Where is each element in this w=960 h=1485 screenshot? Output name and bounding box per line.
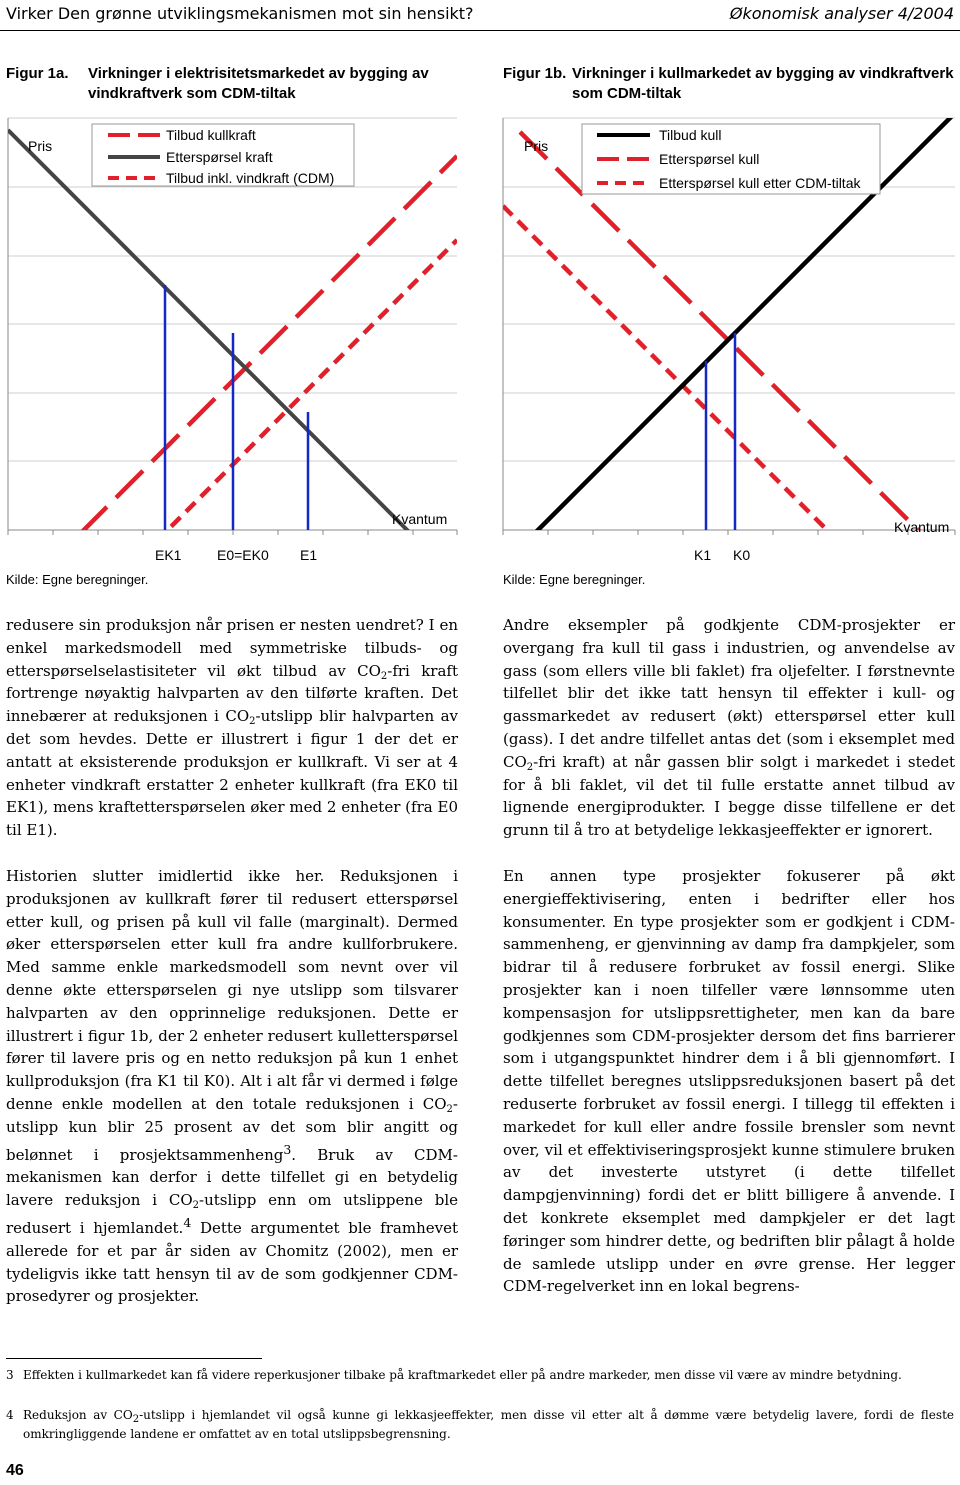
- right-paragraph-2: En annen type prosjekter fokuserer på økt energieffektivisering, enten i bedrifter eller hos konsumenter. En type prosjekter som er godkjent i CDM-sammenheng, er gjenvinning av damp fra dampkjeler, som bidrar til å redusere forbruket av fossil energi. Slike prosjekter kan i noen tilfeller være lønnsomme uten kompensasjon for utslippsrettigheter, men kan da bare godkjennes som CDM-prosjekter dersom det fins barrierer som i utgangspunktet hindrer dem i å bli gjennomført. I dette tilfellet beregnes utslippsreduksjonen basert på det reduserte forbruket av fossil energi. I tillegg til effekten i markedet for kull eller andre fossile brensler som nevnt over, vil et effektiviseringsprosjekt kunne stimulere bruken av det investerte utstyret (i dette tilfellet dampgjenvinning) fordi det er blitt billigere å anvende. I det konkrete eksemplet med dampkjeler er det lagt føringer som hindrer dette, og bedriften blir pålagt å holde de samlede utslipp under en øvre grense. Her legger CDM-regelverket inn en lokal begrens-: [503, 866, 955, 1296]
- chart-1a: [8, 118, 457, 600]
- series-1b-ettersporsel-kull-etter-cdm: [503, 206, 955, 600]
- page-number: 46: [6, 1462, 24, 1479]
- chart-1a-y-label: Pris: [28, 138, 53, 154]
- footnote-ref-3: 3: [283, 1141, 292, 1157]
- figure-1a-label: Figur 1a.: [6, 65, 69, 82]
- chart-1a-x-label: Kvantum: [392, 511, 448, 527]
- chart-1b-x-label: Kvantum: [894, 519, 950, 535]
- figure-charts: [0, 0, 960, 600]
- chart-1b-legend-label-1: Tilbud kull: [659, 127, 722, 143]
- figure-1b-label: Figur 1b.: [503, 65, 567, 82]
- figure-1b-title-line1: Virkninger i kullmarkedet av bygging av vindkraftverk: [572, 65, 954, 82]
- chart-1b-y-label: Pris: [524, 138, 549, 154]
- chart-1a-legend-label-1: Tilbud kullkraft: [166, 127, 256, 143]
- figure-1b-source: Kilde: Egne beregninger.: [503, 572, 646, 587]
- header-journal: Økonomisk analyser 4/2004: [729, 4, 954, 23]
- chart-1b-tick-k0: K0: [733, 547, 751, 563]
- right-paragraph-1: Andre eksempler på godkjente CDM-prosjekter er overgang fra kull til gass i industrien, og anvendelse av gass (som ellers ville bli faklet) fra oljefelter. I førstnevnte tilfellet blir det ikke tatt hensyn til effekter i kull- og gassmarkedet av redusert (økt) etterspørsel etter kull (gass). I det andre tilfellet antas det (som i eksemplet med $CO_2$-fri kraft) at når gassen blir solgt i markedet i stedet for å bli faklet, vil det til fulle erstatte annet tilbud av lignende energiprodukter. I begge disse tilfellene er det grunn til å tro at betydelige lekkasjeeffekter er ignorert.: [503, 616, 955, 840]
- figure-1a-title-line1: Virkninger i elektrisitetsmarkedet av bygging av: [88, 65, 429, 82]
- left-paragraph-1: redusere sin produksjon når prisen er nesten uendret? I en enkel markedsmodell med symmetriske tilbuds- og etterspørselselastisiteter vil økt tilbud av $CO_2$-fri kraft fortrenge nøyaktig halvparten av den tilførte kraften. Det innebærer at reduksjonen i $CO_2$-utslipp blir halvparten av det som hevdes. Dette er illustrert i figur 1 der det er antatt at eksisterende produksjon er kullkraft. Vi ser at 4 enheter vindkraft erstatter 2 enheter kullkraft (fra EK0 til EK1), mens kraftetterspørselen øker med 2 enheter (fra E0 til E1).: [6, 616, 459, 840]
- footnote-3: 3 Effekten i kullmarkedet kan få videre reperkusjoner tilbake på kraftmarkedet eller på andre markeder, men disse vil være av mindre betydning.: [6, 1368, 902, 1382]
- right-column: [503, 614, 955, 1321]
- chart-1a-tick-e0-ek0: E0=EK0: [217, 547, 269, 563]
- left-column: [6, 614, 458, 1331]
- left-paragraph-2: Historien slutter imidlertid ikke her. Reduksjonen i produksjonen av kullkraft fører til redusert etterspørsel etter kull, og prisen på kull vil falle (marginalt). Dermed øker etterspørselen etter kull fra andre kullforbrukere. Med samme enkle markedsmodell som nevnt over vil denne økte etterspørselen gi nye utslipp som tilsvarer halvparten av den opprinnelige reduksjonen. Dette er illustrert i figur 1b, der 2 enheter redusert kulletterspørsel fører til lavere pris og en netto reduksjon på kun 1 enhet kullproduksjon (fra K1 til K0). Alt i alt får vi dermed i følge denne enkle modellen at den totale reduksjonen i $CO_2$-utslipp kun blir 25 prosent av det som blir angitt og belønnet i prosjektsammenheng$^3$. Bruk av CDM-mekanismen kan derfor i dette tilfellet gi en betydelig lavere reduksjon i $CO_2$-utslipp enn om utslippene ble redusert i hjemlandet.$^4$ Dette argumentet ble framhevet allerede for et par år siden av Chomitz (2002), men er tydeligvis ikke tatt hensyn til av de som godkjenner CDM-prosedyrer og prosjekter.: [6, 866, 458, 1306]
- chart-1a-tick-e1: E1: [300, 547, 318, 563]
- chart-1b-legend-label-3: Etterspørsel kull etter CDM-tiltak: [659, 175, 861, 191]
- chart-1b-legend-label-2: Etterspørsel kull: [659, 151, 760, 167]
- header-title: Virker Den grønne utviklingsmekanismen mot sin hensikt?: [6, 4, 474, 23]
- figure-1a-source: Kilde: Egne beregninger.: [6, 572, 149, 587]
- series-1b-ettersporsel-kull: [520, 132, 955, 567]
- chart-1a-tick-ek1: EK1: [155, 547, 182, 563]
- chart-1a-legend-label-2: Etterspørsel kraft: [166, 149, 273, 165]
- footnote-rule: [6, 1358, 262, 1359]
- chart-1b: [503, 113, 955, 600]
- chart-1a-legend-label-3: Tilbud inkl. vindkraft (CDM): [166, 170, 335, 186]
- figure-1b-title-line2: som CDM-tiltak: [572, 85, 682, 102]
- footnote-ref-4: 4: [183, 1214, 192, 1230]
- footnote-4: 4 Reduksjon av $CO_2$-utslipp i hjemlandet vil også kunne gi lekkasjeeffekter, men disse vil etter alt å dømme være betydelig lavere, fordi de fleste omkringliggende landene er omfattet av en total utslippsbegrensning.: [6, 1408, 954, 1441]
- chart-1b-tick-k1: K1: [694, 547, 712, 563]
- figure-1a-title-line2: vindkraftverk som CDM-tiltak: [88, 85, 296, 102]
- chart-1b-x-ticks: [503, 530, 955, 535]
- chart-1a-x-ticks: [8, 530, 457, 535]
